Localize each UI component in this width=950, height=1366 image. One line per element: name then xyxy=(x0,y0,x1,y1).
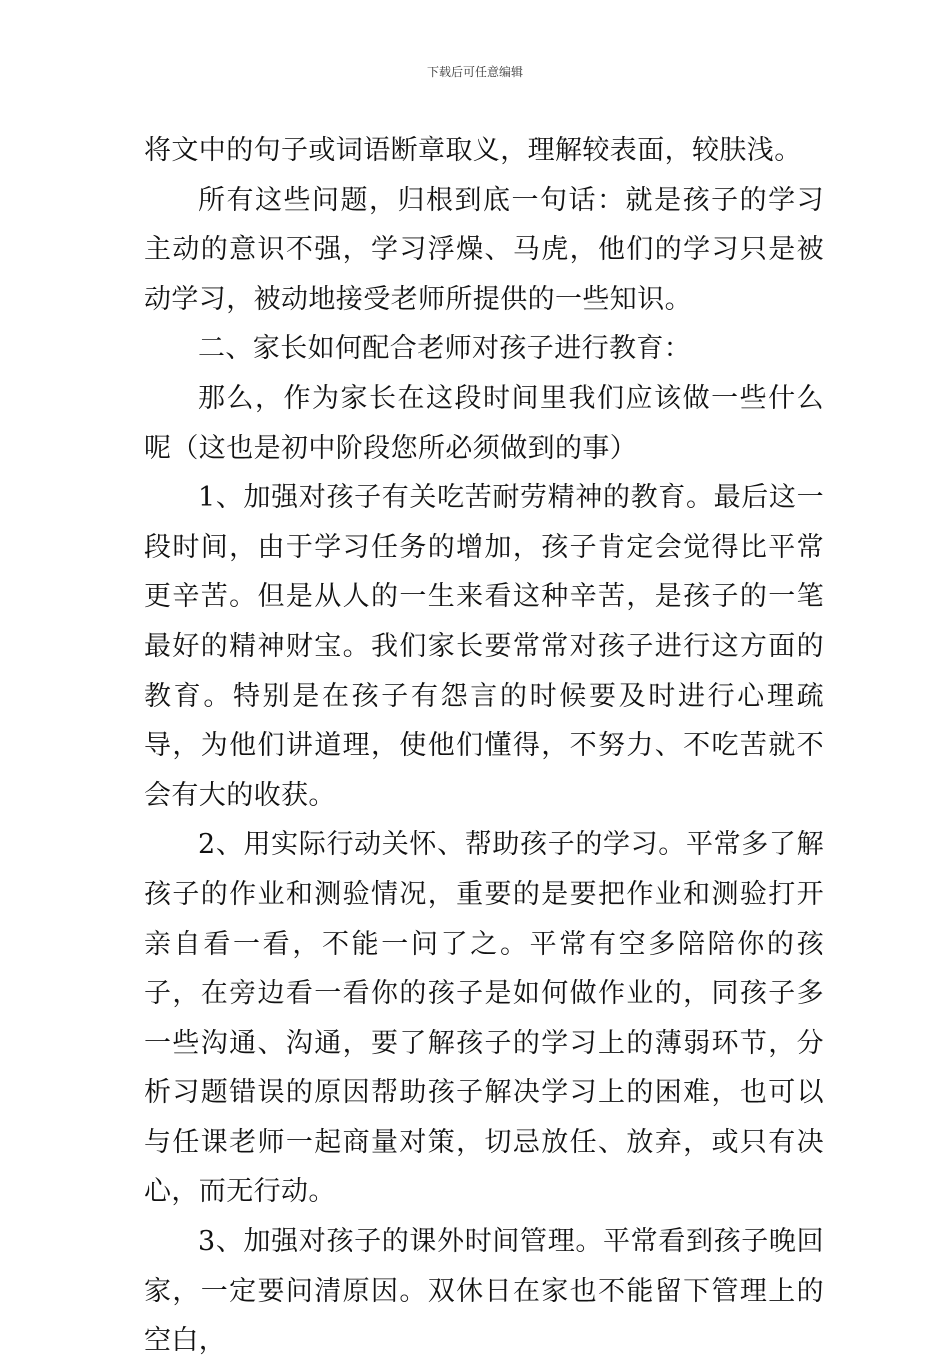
paragraph-point-3: 3、加强对孩子的课外时间管理。平常看到孩子晚回家，一定要问清原因。双休日在家也不能留下管理上的空白， xyxy=(144,1226,824,1357)
document-body xyxy=(144,126,824,1366)
page-header: 下载后可任意编辑 xyxy=(426,65,523,79)
paragraph-problems-summary: 所有这些问题，归根到底一句话：就是孩子的学习主动的意识不强，学习浮燥、马虎，他们的学习只是被动学习，被动地接受老师所提供的一些知识。 xyxy=(144,184,824,315)
paragraph-continuation: 将文中的句子或词语断章取义，理解较表面，较肤浅。 xyxy=(144,135,802,166)
paragraph-point-2: 2、用实际行动关怀、帮助孩子的学习。平常多了解孩子的作业和测验情况，重要的是要把作业和测验打开亲自看一看，不能一问了之。平常有空多陪陪你的孩子，在旁边看一看你的孩子是如何做作业的，同孩子多一些沟通、沟通，要了解孩子的学习上的薄弱环节，分析习题错误的原因帮助孩子解决学习上的困难，也可以与任课老师一起商量对策，切忌放任、放弃，或只有决心，而无行动。 xyxy=(144,829,824,1208)
paragraph-point-1: 1、加强对孩子有关吃苦耐劳精神的教育。最后这一段时间，由于学习任务的增加，孩子肯定会觉得比平常更辛苦。但是从人的一生来看这种辛苦，是孩子的一笔最好的精神财宝。我们家长要常常对孩子进行这方面的教育。特别是在孩子有怨言的时候要及时进行心理疏导，为他们讲道理，使他们懂得，不努力、不吃苦就不会有大的收获。 xyxy=(144,482,824,811)
section-heading-parent-cooperation: 二、家长如何配合老师对孩子进行教育： xyxy=(198,333,692,365)
paragraph-what-parents-should-do: 那么，作为家长在这段时间里我们应该做一些什么呢（这也是初中阶段您所必须做到的事） xyxy=(144,382,824,464)
